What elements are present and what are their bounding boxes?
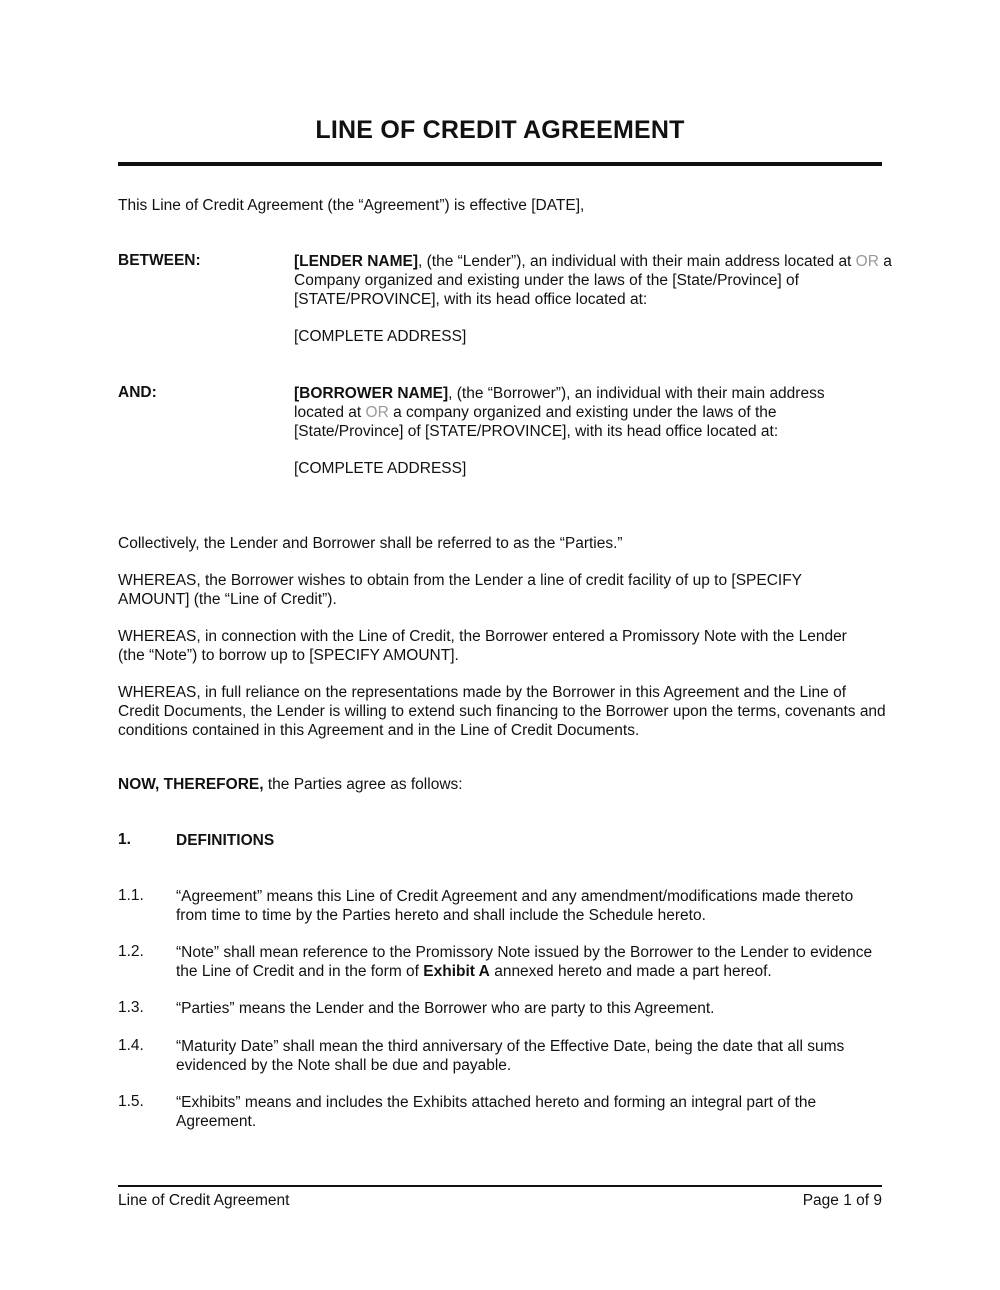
or-marker: OR [365, 404, 389, 421]
and-label: AND: [118, 384, 157, 401]
title-rule [118, 162, 882, 166]
definition-text: “Agreement” means this Line of Credit Agreement and any amendment/modifications made thereto from time to time by the Parties hereto and shall include the Schedule hereto. [176, 888, 854, 924]
whereas-paragraph-1: WHEREAS, the Borrower wishes to obtain from the Lender a line of credit facility of up to [SPECIFY AMOUNT] (the “Line of Credit”). [118, 572, 802, 608]
collectively-paragraph: Collectively, the Lender and Borrower shall be referred to as the “Parties.” [118, 535, 623, 552]
whereas-paragraph-3: WHEREAS, in full reliance on the representations made by the Borrower in this Agreement and the Line of Credit Documents, the Lender is willing to extend such financing to the Borrower upon the terms, covenants and conditions contained in this Agreement and in the Line of Credit Documents. [118, 684, 886, 739]
now-therefore-bold: NOW, THEREFORE, [118, 776, 264, 793]
definition-text: “Maturity Date” shall mean the third anniversary of the Effective Date, being the date that all sums evidenced by the Note shall be due and payable. [176, 1038, 845, 1074]
section-heading: DEFINITIONS [176, 832, 275, 849]
definition-text-b: annexed hereto and made a part hereof. [489, 963, 772, 980]
definition-text: “Exhibits” means and includes the Exhibits attached hereto and forming an integral part of the Agreement. [176, 1094, 817, 1130]
definition-text: “Parties” means the Lender and the Borrower who are party to this Agreement. [176, 1000, 715, 1017]
lender-name: [LENDER NAME] [294, 253, 418, 270]
borrower-name: [BORROWER NAME] [294, 385, 449, 402]
between-label: BETWEEN: [118, 252, 201, 269]
now-therefore-paragraph [118, 775, 888, 794]
document-title: LINE OF CREDIT AGREEMENT [315, 116, 685, 144]
definition-number: 1.2. [118, 943, 144, 960]
footer-page-number: Page 1 of 9 [802, 1192, 882, 1209]
lender-block [294, 252, 894, 309]
now-therefore-text: the Parties agree as follows: [263, 776, 463, 793]
lender-text-2: a Company organized and existing under the laws of the [State/Province] of [STATE/PROVINCE], with its head office located at: [294, 253, 892, 308]
borrower-address: [COMPLETE ADDRESS] [294, 460, 467, 477]
lender-address: [COMPLETE ADDRESS] [294, 328, 467, 345]
or-marker: OR [855, 253, 879, 270]
borrower-text-2: a company organized and existing under the laws of the [State/Province] of [STATE/PROVINCE], with its head office located at: [294, 404, 779, 440]
definition-number: 1.3. [118, 999, 144, 1016]
lender-text: , (the “Lender”), an individual with their main address located at [418, 253, 856, 270]
definition-number: 1.5. [118, 1093, 144, 1110]
footer-document-name: Line of Credit Agreement [118, 1192, 290, 1209]
footer-rule [118, 1185, 882, 1187]
definition-text-a: “Note” shall mean reference to the Promissory Note issued by the Borrower to the Lender to evidence the Line of Credit and in the form of [176, 944, 873, 980]
definition-text [176, 943, 881, 981]
whereas-paragraph-2: WHEREAS, in connection with the Line of Credit, the Borrower entered a Promissory Note with the Lender (the “Note”) to borrow up to [SPECIFY AMOUNT]. [118, 628, 847, 664]
exhibit-a: Exhibit A [423, 963, 490, 980]
definition-number: 1.1. [118, 887, 144, 904]
definition-number: 1.4. [118, 1037, 144, 1054]
section-number: 1. [118, 831, 131, 848]
borrower-block [294, 384, 864, 441]
intro-paragraph: This Line of Credit Agreement (the “Agreement”) is effective [DATE], [118, 197, 585, 214]
borrower-text: , (the “Borrower”), an individual with their main address located at [294, 385, 825, 421]
